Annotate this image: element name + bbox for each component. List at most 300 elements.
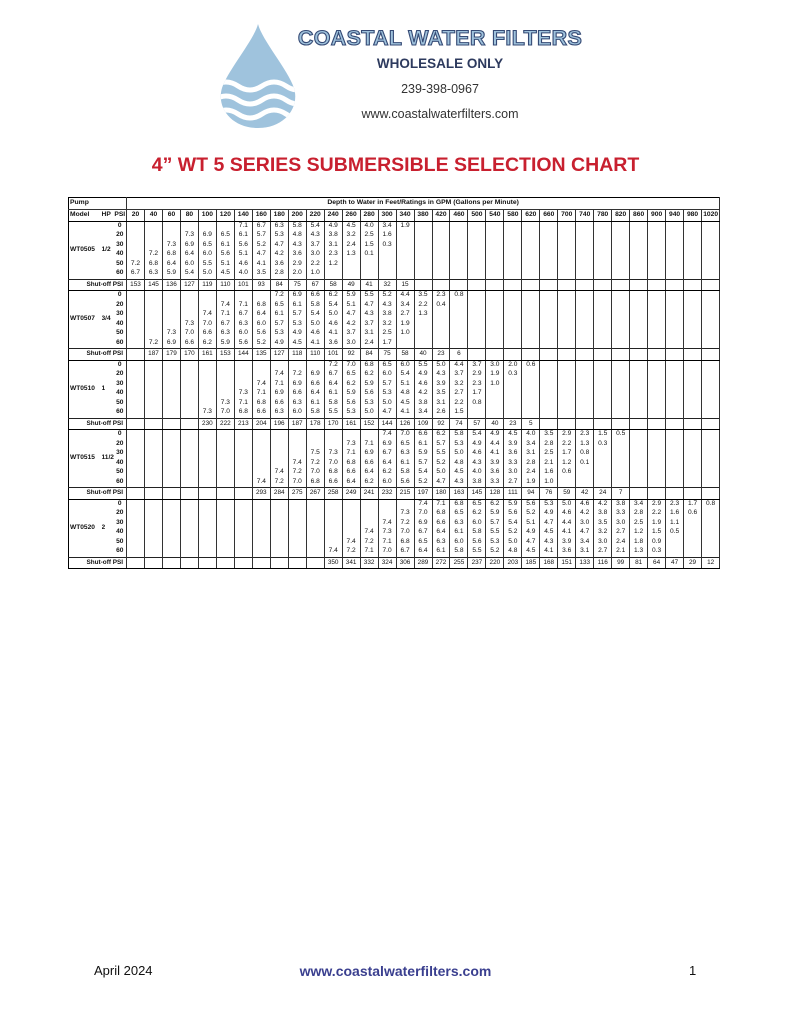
shutoff-cell xyxy=(127,488,145,500)
gpm-cell xyxy=(145,301,163,311)
gpm-cell xyxy=(612,339,630,349)
header-depth-value: 100 xyxy=(198,210,216,222)
gpm-cell: 7.3 xyxy=(324,449,342,459)
gpm-cell: 6.5 xyxy=(270,301,288,311)
gpm-cell: 1.9 xyxy=(522,478,540,488)
table-row xyxy=(69,547,720,557)
gpm-cell xyxy=(504,408,522,418)
gpm-cell: 5.5 xyxy=(198,260,216,270)
shutoff-cell: 289 xyxy=(414,557,432,569)
shutoff-cell: 99 xyxy=(612,557,630,569)
gpm-cell: 2.9 xyxy=(288,260,306,270)
gpm-cell: 6.7 xyxy=(396,547,414,557)
gpm-cell xyxy=(432,339,450,349)
gpm-cell xyxy=(252,547,270,557)
gpm-cell: 4.1 xyxy=(558,528,576,538)
gpm-cell: 5.0 xyxy=(432,468,450,478)
gpm-cell: 0.3 xyxy=(648,547,666,557)
shutoff-cell: 94 xyxy=(522,488,540,500)
gpm-cell xyxy=(127,339,145,349)
gpm-cell: 1.6 xyxy=(666,509,684,519)
gpm-cell: 3.4 xyxy=(576,538,594,548)
gpm-cell xyxy=(127,310,145,320)
gpm-cell: 1.0 xyxy=(486,380,504,390)
shutoff-cell: 42 xyxy=(576,488,594,500)
gpm-cell: 6.0 xyxy=(198,250,216,260)
gpm-cell xyxy=(684,389,702,399)
gpm-cell: 2.3 xyxy=(432,291,450,301)
gpm-cell xyxy=(486,310,504,320)
gpm-cell xyxy=(162,399,180,409)
gpm-cell xyxy=(162,320,180,330)
gpm-cell xyxy=(666,301,684,311)
gpm-cell: 4.7 xyxy=(576,528,594,538)
shutoff-cell: 213 xyxy=(234,418,252,430)
gpm-cell xyxy=(162,221,180,231)
gpm-cell xyxy=(288,528,306,538)
gpm-cell xyxy=(684,320,702,330)
gpm-cell xyxy=(145,468,163,478)
shutoff-cell: 81 xyxy=(630,557,648,569)
gpm-cell xyxy=(702,449,720,459)
gpm-cell xyxy=(630,291,648,301)
gpm-cell xyxy=(360,499,378,509)
selection-chart xyxy=(68,197,719,569)
shutoff-cell xyxy=(684,418,702,430)
gpm-cell: 5.9 xyxy=(162,269,180,279)
gpm-cell xyxy=(612,310,630,320)
shutoff-cell xyxy=(145,418,163,430)
shutoff-cell: 93 xyxy=(252,279,270,291)
gpm-cell: 3.3 xyxy=(612,509,630,519)
gpm-cell: 5.6 xyxy=(252,329,270,339)
shutoff-cell: 75 xyxy=(378,349,396,361)
gpm-cell: 0.9 xyxy=(648,538,666,548)
shutoff-cell: 232 xyxy=(378,488,396,500)
gpm-cell xyxy=(684,241,702,251)
gpm-cell xyxy=(162,440,180,450)
gpm-cell: 5.4 xyxy=(504,519,522,529)
shutoff-cell: 118 xyxy=(288,349,306,361)
gpm-cell xyxy=(630,301,648,311)
gpm-cell xyxy=(162,478,180,488)
shutoff-cell: 119 xyxy=(198,279,216,291)
gpm-cell xyxy=(684,250,702,260)
gpm-cell xyxy=(504,269,522,279)
gpm-cell xyxy=(486,301,504,311)
gpm-cell: 6.0 xyxy=(450,538,468,548)
gpm-cell xyxy=(198,478,216,488)
gpm-cell: 6.0 xyxy=(252,320,270,330)
gpm-cell xyxy=(145,380,163,390)
gpm-cell: 6.4 xyxy=(414,547,432,557)
shutoff-cell xyxy=(648,349,666,361)
shutoff-cell: 57 xyxy=(468,418,486,430)
gpm-cell xyxy=(666,250,684,260)
gpm-cell xyxy=(180,370,198,380)
gpm-cell xyxy=(666,440,684,450)
shutoff-cell: 161 xyxy=(342,418,360,430)
gpm-cell xyxy=(684,408,702,418)
gpm-cell xyxy=(648,241,666,251)
gpm-cell: 4.5 xyxy=(288,339,306,349)
gpm-cell: 4.7 xyxy=(342,310,360,320)
table-row xyxy=(69,399,720,409)
shutoff-cell xyxy=(666,488,684,500)
gpm-cell: 0.1 xyxy=(360,250,378,260)
gpm-cell xyxy=(540,408,558,418)
gpm-cell xyxy=(666,399,684,409)
gpm-cell: 6.7 xyxy=(414,528,432,538)
gpm-cell: 7.1 xyxy=(360,547,378,557)
footer-website-link[interactable]: www.coastalwaterfilters.com xyxy=(299,963,492,979)
gpm-cell: 7.1 xyxy=(216,310,234,320)
gpm-cell: 5.9 xyxy=(342,291,360,301)
gpm-cell xyxy=(594,301,612,311)
gpm-cell xyxy=(145,449,163,459)
gpm-cell: 2.2 xyxy=(648,509,666,519)
gpm-cell xyxy=(666,221,684,231)
header-depth-value: 300 xyxy=(378,210,396,222)
shutoff-cell: 12 xyxy=(702,557,720,569)
gpm-cell: 6.8 xyxy=(252,301,270,311)
gpm-cell xyxy=(342,430,360,440)
gpm-cell: 6.1 xyxy=(396,459,414,469)
shutoff-cell xyxy=(540,279,558,291)
gpm-cell: 7.3 xyxy=(198,408,216,418)
gpm-cell: 1.6 xyxy=(540,468,558,478)
gpm-cell xyxy=(684,221,702,231)
gpm-cell: 5.3 xyxy=(378,389,396,399)
gpm-cell xyxy=(486,399,504,409)
gpm-cell: 4.8 xyxy=(396,389,414,399)
gpm-cell xyxy=(522,320,540,330)
shutoff-cell xyxy=(540,418,558,430)
shutoff-cell xyxy=(630,418,648,430)
gpm-cell xyxy=(127,449,145,459)
gpm-cell: 7.4 xyxy=(342,538,360,548)
gpm-cell: 7.2 xyxy=(342,547,360,557)
gpm-cell xyxy=(576,478,594,488)
gpm-cell xyxy=(576,291,594,301)
gpm-cell xyxy=(468,260,486,270)
gpm-cell xyxy=(162,499,180,509)
shutoff-cell xyxy=(522,349,540,361)
gpm-cell: 4.0 xyxy=(234,269,252,279)
gpm-cell xyxy=(702,519,720,529)
shutoff-cell: 220 xyxy=(486,557,504,569)
gpm-cell: 1.9 xyxy=(396,221,414,231)
shutoff-cell: 170 xyxy=(180,349,198,361)
shutoff-cell: 145 xyxy=(145,279,163,291)
psi-value: 40 xyxy=(114,459,127,469)
gpm-cell xyxy=(504,389,522,399)
gpm-cell xyxy=(145,509,163,519)
shutoff-cell: 241 xyxy=(360,488,378,500)
gpm-cell: 6.9 xyxy=(270,389,288,399)
gpm-cell xyxy=(145,440,163,450)
table-row xyxy=(69,389,720,399)
gpm-cell: 7.4 xyxy=(288,459,306,469)
gpm-cell: 3.9 xyxy=(558,538,576,548)
psi-value: 30 xyxy=(114,310,127,320)
shutoff-row xyxy=(69,557,720,569)
gpm-cell xyxy=(324,430,342,440)
table-row xyxy=(69,291,720,301)
gpm-cell xyxy=(702,291,720,301)
gpm-cell xyxy=(252,538,270,548)
gpm-cell xyxy=(702,269,720,279)
gpm-cell: 7.4 xyxy=(360,528,378,538)
header-depth-value: 660 xyxy=(540,210,558,222)
gpm-cell: 3.0 xyxy=(306,250,324,260)
gpm-cell: 2.5 xyxy=(540,449,558,459)
gpm-cell xyxy=(684,291,702,301)
gpm-cell xyxy=(432,320,450,330)
gpm-cell xyxy=(216,221,234,231)
gpm-cell xyxy=(558,301,576,311)
gpm-cell xyxy=(666,547,684,557)
gpm-cell: 5.6 xyxy=(216,250,234,260)
gpm-cell: 4.9 xyxy=(288,329,306,339)
gpm-cell xyxy=(180,499,198,509)
gpm-cell xyxy=(127,320,145,330)
gpm-cell: 1.5 xyxy=(594,430,612,440)
gpm-cell: 6.8 xyxy=(324,468,342,478)
gpm-cell xyxy=(450,269,468,279)
gpm-cell xyxy=(684,528,702,538)
gpm-cell: 7.3 xyxy=(342,440,360,450)
gpm-cell xyxy=(702,430,720,440)
gpm-cell: 5.2 xyxy=(252,339,270,349)
gpm-cell: 1.0 xyxy=(306,269,324,279)
gpm-cell xyxy=(522,329,540,339)
gpm-cell: 7.1 xyxy=(234,399,252,409)
gpm-cell xyxy=(522,241,540,251)
gpm-cell xyxy=(540,389,558,399)
gpm-cell xyxy=(180,389,198,399)
gpm-cell: 3.5 xyxy=(414,291,432,301)
gpm-cell: 7.2 xyxy=(288,370,306,380)
gpm-cell xyxy=(540,250,558,260)
gpm-cell xyxy=(468,301,486,311)
header-depth-value: 260 xyxy=(342,210,360,222)
shutoff-cell: 126 xyxy=(396,418,414,430)
shutoff-cell xyxy=(630,279,648,291)
gpm-cell xyxy=(324,528,342,538)
shutoff-cell xyxy=(234,488,252,500)
gpm-cell xyxy=(666,389,684,399)
shutoff-cell: 249 xyxy=(342,488,360,500)
header-depth-value: 980 xyxy=(684,210,702,222)
gpm-cell: 6.7 xyxy=(234,310,252,320)
shutoff-label: Shut-off PSI xyxy=(69,488,127,500)
gpm-cell xyxy=(162,430,180,440)
gpm-cell: 4.2 xyxy=(594,499,612,509)
gpm-cell: 5.3 xyxy=(486,538,504,548)
gpm-cell xyxy=(414,241,432,251)
shutoff-cell xyxy=(414,279,432,291)
gpm-cell: 6.3 xyxy=(450,519,468,529)
gpm-cell: 4.4 xyxy=(396,291,414,301)
gpm-cell xyxy=(504,310,522,320)
gpm-cell xyxy=(540,310,558,320)
gpm-cell xyxy=(127,519,145,529)
gpm-cell xyxy=(702,250,720,260)
gpm-cell: 6.6 xyxy=(306,291,324,301)
gpm-cell: 5.4 xyxy=(414,468,432,478)
gpm-cell: 6.8 xyxy=(432,509,450,519)
gpm-cell xyxy=(234,538,252,548)
gpm-cell: 4.6 xyxy=(306,329,324,339)
gpm-cell: 6.9 xyxy=(378,440,396,450)
gpm-cell xyxy=(378,499,396,509)
header-depth-value: 220 xyxy=(306,210,324,222)
shutoff-cell: 84 xyxy=(270,279,288,291)
gpm-cell xyxy=(630,250,648,260)
gpm-cell: 5.1 xyxy=(396,380,414,390)
gpm-cell: 2.4 xyxy=(342,241,360,251)
gpm-cell: 3.0 xyxy=(486,360,504,370)
gpm-cell xyxy=(648,408,666,418)
gpm-cell: 5.7 xyxy=(486,519,504,529)
shutoff-cell: 40 xyxy=(486,418,504,430)
shutoff-cell xyxy=(576,349,594,361)
gpm-cell: 6.7 xyxy=(378,449,396,459)
gpm-cell xyxy=(360,519,378,529)
gpm-cell: 3.8 xyxy=(612,499,630,509)
pump-hp: 11/2 xyxy=(101,454,114,462)
gpm-cell xyxy=(702,221,720,231)
gpm-cell: 7.0 xyxy=(306,468,324,478)
shutoff-cell: 306 xyxy=(396,557,414,569)
gpm-cell xyxy=(558,260,576,270)
gpm-cell: 6.2 xyxy=(486,499,504,509)
header-depth-value: 620 xyxy=(522,210,540,222)
gpm-cell: 2.4 xyxy=(612,538,630,548)
gpm-cell xyxy=(234,430,252,440)
shutoff-cell xyxy=(612,349,630,361)
gpm-cell: 5.4 xyxy=(468,430,486,440)
gpm-cell xyxy=(702,380,720,390)
gpm-cell xyxy=(145,310,163,320)
gpm-cell xyxy=(594,269,612,279)
gpm-cell xyxy=(612,459,630,469)
gpm-cell xyxy=(684,519,702,529)
gpm-cell: 7.0 xyxy=(342,360,360,370)
psi-value: 50 xyxy=(114,399,127,409)
gpm-cell xyxy=(702,408,720,418)
gpm-cell: 6.8 xyxy=(396,538,414,548)
gpm-cell: 5.2 xyxy=(504,528,522,538)
shutoff-cell: 127 xyxy=(180,279,198,291)
gpm-cell: 6.2 xyxy=(378,468,396,478)
pump-model: WT0515 xyxy=(70,454,95,462)
gpm-cell xyxy=(216,440,234,450)
gpm-cell xyxy=(180,360,198,370)
shutoff-cell: 23 xyxy=(504,418,522,430)
shutoff-cell: 116 xyxy=(594,557,612,569)
shutoff-cell: 29 xyxy=(684,557,702,569)
gpm-cell: 3.6 xyxy=(324,339,342,349)
gpm-cell xyxy=(180,478,198,488)
gpm-cell xyxy=(324,440,342,450)
shutoff-cell xyxy=(216,557,234,569)
header-hp: HP xyxy=(102,210,114,222)
table-row xyxy=(69,250,720,260)
gpm-cell xyxy=(486,250,504,260)
gpm-cell xyxy=(450,329,468,339)
gpm-cell xyxy=(216,380,234,390)
gpm-cell: 5.4 xyxy=(396,370,414,380)
gpm-cell: 6.2 xyxy=(360,370,378,380)
gpm-cell xyxy=(216,499,234,509)
gpm-cell xyxy=(414,260,432,270)
gpm-cell xyxy=(450,301,468,311)
gpm-cell xyxy=(702,339,720,349)
gpm-cell xyxy=(666,360,684,370)
gpm-cell xyxy=(486,339,504,349)
gpm-cell xyxy=(145,241,163,251)
gpm-cell xyxy=(198,528,216,538)
header-depth-value: 340 xyxy=(396,210,414,222)
gpm-cell: 6.6 xyxy=(324,478,342,488)
psi-value: 60 xyxy=(114,339,127,349)
gpm-cell xyxy=(198,468,216,478)
gpm-cell: 3.6 xyxy=(486,468,504,478)
gpm-cell: 7.2 xyxy=(306,459,324,469)
gpm-cell: 1.1 xyxy=(666,519,684,529)
gpm-cell: 6.9 xyxy=(306,370,324,380)
gpm-cell: 7.3 xyxy=(378,528,396,538)
gpm-cell: 4.5 xyxy=(396,399,414,409)
table-row xyxy=(69,320,720,330)
gpm-cell xyxy=(666,329,684,339)
gpm-cell: 5.7 xyxy=(378,380,396,390)
gpm-cell: 3.6 xyxy=(270,260,288,270)
shutoff-cell xyxy=(162,488,180,500)
gpm-cell: 1.7 xyxy=(558,449,576,459)
gpm-cell xyxy=(234,291,252,301)
gpm-cell xyxy=(270,509,288,519)
shutoff-cell: 23 xyxy=(432,349,450,361)
gpm-cell xyxy=(648,399,666,409)
gpm-cell: 7.1 xyxy=(342,449,360,459)
header-depth-value: 240 xyxy=(324,210,342,222)
psi-value: 30 xyxy=(114,241,127,251)
gpm-cell xyxy=(540,370,558,380)
gpm-cell xyxy=(630,339,648,349)
gpm-cell xyxy=(630,399,648,409)
gpm-cell: 3.8 xyxy=(468,478,486,488)
gpm-cell: 2.3 xyxy=(468,380,486,390)
shutoff-cell: 24 xyxy=(594,488,612,500)
gpm-cell xyxy=(162,528,180,538)
gpm-cell xyxy=(216,430,234,440)
gpm-cell xyxy=(648,320,666,330)
selection-table xyxy=(68,197,720,569)
gpm-cell: 4.3 xyxy=(378,301,396,311)
gpm-cell xyxy=(145,221,163,231)
header-depth-value: 540 xyxy=(486,210,504,222)
gpm-cell: 0.3 xyxy=(594,440,612,450)
gpm-cell xyxy=(648,291,666,301)
shutoff-cell: 272 xyxy=(432,557,450,569)
gpm-cell xyxy=(198,519,216,529)
gpm-cell xyxy=(162,231,180,241)
gpm-cell xyxy=(630,370,648,380)
gpm-cell xyxy=(522,221,540,231)
